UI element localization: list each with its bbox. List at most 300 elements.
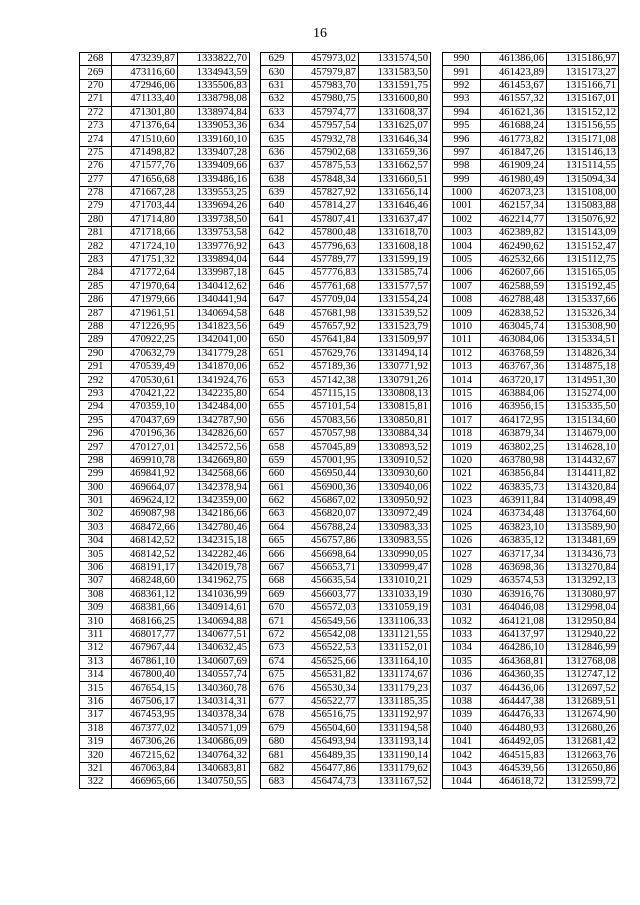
y-coordinate-cell: 1341036,99	[178, 588, 250, 601]
table-row	[443, 173, 619, 186]
coordinate-table-1	[79, 52, 250, 789]
point-number-cell: 655	[261, 401, 293, 414]
table-row	[443, 280, 619, 293]
x-coordinate-cell: 457641,84	[293, 334, 359, 347]
point-number-cell: 665	[261, 535, 293, 548]
point-number-cell: 644	[261, 253, 293, 266]
y-coordinate-cell: 1342186,66	[178, 508, 250, 521]
y-coordinate-cell: 1331179,23	[359, 682, 431, 695]
y-coordinate-cell: 1313436,73	[547, 548, 619, 561]
y-coordinate-cell: 1333822,70	[178, 53, 250, 66]
table-row	[443, 481, 619, 494]
y-coordinate-cell: 1330940,06	[359, 481, 431, 494]
point-number-cell: 277	[80, 173, 112, 186]
x-coordinate-cell: 457101,54	[293, 401, 359, 414]
point-number-cell: 990	[443, 53, 481, 66]
table-row	[443, 762, 619, 775]
y-coordinate-cell: 1330791,26	[359, 374, 431, 387]
y-coordinate-cell: 1331033,19	[359, 588, 431, 601]
point-number-cell: 322	[80, 776, 112, 789]
table-row	[261, 213, 431, 226]
coordinate-table-3	[442, 52, 619, 789]
table-row	[261, 240, 431, 253]
point-number-cell: 1014	[443, 374, 481, 387]
table-row	[261, 360, 431, 373]
point-number-cell: 1023	[443, 494, 481, 507]
y-coordinate-cell: 1313589,90	[547, 521, 619, 534]
y-coordinate-cell: 1342359,00	[178, 494, 250, 507]
y-coordinate-cell: 1340412,62	[178, 280, 250, 293]
y-coordinate-cell: 1340750,55	[178, 776, 250, 789]
table-row	[80, 468, 250, 481]
y-coordinate-cell: 1339694,26	[178, 200, 250, 213]
point-number-cell: 652	[261, 360, 293, 373]
y-coordinate-cell: 1339407,28	[178, 146, 250, 159]
table-row	[80, 401, 250, 414]
y-coordinate-cell: 1331494,14	[359, 347, 431, 360]
y-coordinate-cell: 1312940,22	[547, 628, 619, 641]
y-coordinate-cell: 1315167,01	[547, 93, 619, 106]
x-coordinate-cell: 456477,86	[293, 762, 359, 775]
y-coordinate-cell: 1312846,99	[547, 642, 619, 655]
table-row	[443, 561, 619, 574]
x-coordinate-cell: 461847,26	[481, 146, 547, 159]
x-coordinate-cell: 471376,64	[112, 119, 178, 132]
y-coordinate-cell: 1331625,07	[359, 119, 431, 132]
table-row	[443, 709, 619, 722]
table-row	[80, 508, 250, 521]
table-row	[80, 146, 250, 159]
point-number-cell: 1009	[443, 307, 481, 320]
point-number-cell: 999	[443, 173, 481, 186]
point-number-cell: 1029	[443, 575, 481, 588]
point-number-cell: 299	[80, 468, 112, 481]
point-number-cell: 657	[261, 427, 293, 440]
table-row	[443, 186, 619, 199]
point-number-cell: 637	[261, 160, 293, 173]
table-row	[80, 93, 250, 106]
x-coordinate-cell: 463780,98	[481, 454, 547, 467]
x-coordinate-cell: 457875,53	[293, 160, 359, 173]
x-coordinate-cell: 462389,82	[481, 227, 547, 240]
table-row	[261, 668, 431, 681]
y-coordinate-cell: 1341924,76	[178, 374, 250, 387]
point-number-cell: 286	[80, 294, 112, 307]
x-coordinate-cell: 466965,66	[112, 776, 178, 789]
table-row	[261, 575, 431, 588]
table-row	[80, 320, 250, 333]
x-coordinate-cell: 457045,89	[293, 441, 359, 454]
table-row	[261, 334, 431, 347]
point-number-cell: 653	[261, 374, 293, 387]
y-coordinate-cell: 1315156,55	[547, 119, 619, 132]
y-coordinate-cell: 1341870,06	[178, 360, 250, 373]
x-coordinate-cell: 463767,36	[481, 360, 547, 373]
point-number-cell: 1040	[443, 722, 481, 735]
x-coordinate-cell: 457776,83	[293, 267, 359, 280]
table-row	[443, 253, 619, 266]
y-coordinate-cell: 1315274,00	[547, 387, 619, 400]
y-coordinate-cell: 1330893,52	[359, 441, 431, 454]
point-number-cell: 677	[261, 695, 293, 708]
y-coordinate-cell: 1338974,84	[178, 106, 250, 119]
table-row	[261, 307, 431, 320]
point-number-cell: 274	[80, 133, 112, 146]
table-row	[80, 695, 250, 708]
table-row	[443, 374, 619, 387]
x-coordinate-cell: 468381,66	[112, 602, 178, 615]
point-number-cell: 1034	[443, 642, 481, 655]
y-coordinate-cell: 1315143,09	[547, 227, 619, 240]
table-row	[261, 119, 431, 132]
x-coordinate-cell: 464172,95	[481, 414, 547, 427]
point-number-cell: 1035	[443, 655, 481, 668]
table-row	[80, 119, 250, 132]
y-coordinate-cell: 1341779,28	[178, 347, 250, 360]
x-coordinate-cell: 471961,51	[112, 307, 178, 320]
table-row	[443, 160, 619, 173]
x-coordinate-cell: 462607,66	[481, 267, 547, 280]
table-row	[443, 53, 619, 66]
table-row	[261, 66, 431, 79]
point-number-cell: 640	[261, 200, 293, 213]
point-number-cell: 993	[443, 93, 481, 106]
x-coordinate-cell: 471703,44	[112, 200, 178, 213]
table-row	[80, 682, 250, 695]
table-row	[443, 307, 619, 320]
table-row	[261, 548, 431, 561]
y-coordinate-cell: 1331164,10	[359, 655, 431, 668]
x-coordinate-cell: 456788,24	[293, 521, 359, 534]
table-row	[261, 776, 431, 789]
y-coordinate-cell: 1331600,80	[359, 93, 431, 106]
y-coordinate-cell: 1313481,69	[547, 535, 619, 548]
table-row	[261, 521, 431, 534]
y-coordinate-cell: 1331539,52	[359, 307, 431, 320]
table-row	[80, 240, 250, 253]
x-coordinate-cell: 471510,60	[112, 133, 178, 146]
x-coordinate-cell: 456531,82	[293, 668, 359, 681]
y-coordinate-cell: 1340683,81	[178, 762, 250, 775]
point-number-cell: 1017	[443, 414, 481, 427]
table-row	[80, 307, 250, 320]
table-row	[80, 628, 250, 641]
x-coordinate-cell: 457980,75	[293, 93, 359, 106]
y-coordinate-cell: 1339409,66	[178, 160, 250, 173]
point-number-cell: 682	[261, 762, 293, 775]
point-number-cell: 297	[80, 441, 112, 454]
y-coordinate-cell: 1340441,94	[178, 294, 250, 307]
point-number-cell: 1012	[443, 347, 481, 360]
x-coordinate-cell: 457814,27	[293, 200, 359, 213]
y-coordinate-cell: 1340686,09	[178, 735, 250, 748]
x-coordinate-cell: 462490,62	[481, 240, 547, 253]
x-coordinate-cell: 457957,54	[293, 119, 359, 132]
y-coordinate-cell: 1315166,71	[547, 79, 619, 92]
point-number-cell: 304	[80, 535, 112, 548]
y-coordinate-cell: 1314098,49	[547, 494, 619, 507]
table-row	[261, 173, 431, 186]
table-row	[80, 561, 250, 574]
point-number-cell: 1020	[443, 454, 481, 467]
point-number-cell: 1032	[443, 615, 481, 628]
y-coordinate-cell: 1314679,00	[547, 427, 619, 440]
point-number-cell: 278	[80, 186, 112, 199]
y-coordinate-cell: 1340314,31	[178, 695, 250, 708]
table-row	[443, 655, 619, 668]
y-coordinate-cell: 1331646,46	[359, 200, 431, 213]
y-coordinate-cell: 1330983,33	[359, 521, 431, 534]
point-number-cell: 994	[443, 106, 481, 119]
point-number-cell: 312	[80, 642, 112, 655]
point-number-cell: 673	[261, 642, 293, 655]
x-coordinate-cell: 457761,68	[293, 280, 359, 293]
table-row	[261, 106, 431, 119]
point-number-cell: 1031	[443, 602, 481, 615]
y-coordinate-cell: 1339738,50	[178, 213, 250, 226]
point-number-cell: 647	[261, 294, 293, 307]
y-coordinate-cell: 1340378,34	[178, 709, 250, 722]
y-coordinate-cell: 1312689,51	[547, 695, 619, 708]
x-coordinate-cell: 457189,36	[293, 360, 359, 373]
table-row	[261, 615, 431, 628]
y-coordinate-cell: 1331599,19	[359, 253, 431, 266]
table-row	[261, 602, 431, 615]
x-coordinate-cell: 471979,66	[112, 294, 178, 307]
table-row	[443, 66, 619, 79]
point-number-cell: 996	[443, 133, 481, 146]
table-row	[80, 347, 250, 360]
y-coordinate-cell: 1331554,24	[359, 294, 431, 307]
table-row	[261, 441, 431, 454]
y-coordinate-cell: 1312998,04	[547, 602, 619, 615]
point-number-cell: 1013	[443, 360, 481, 373]
table-row	[80, 588, 250, 601]
table-row	[80, 548, 250, 561]
y-coordinate-cell: 1313764,60	[547, 508, 619, 521]
y-coordinate-cell: 1331585,74	[359, 267, 431, 280]
point-number-cell: 1000	[443, 186, 481, 199]
y-coordinate-cell: 1313270,84	[547, 561, 619, 574]
point-number-cell: 1042	[443, 749, 481, 762]
table-row	[80, 294, 250, 307]
y-coordinate-cell: 1315112,75	[547, 253, 619, 266]
y-coordinate-cell: 1330808,13	[359, 387, 431, 400]
point-number-cell: 1021	[443, 468, 481, 481]
y-coordinate-cell: 1330850,81	[359, 414, 431, 427]
point-number-cell: 268	[80, 53, 112, 66]
table-row	[443, 776, 619, 789]
point-number-cell: 292	[80, 374, 112, 387]
table-row	[261, 267, 431, 280]
y-coordinate-cell: 1315335,50	[547, 401, 619, 414]
table-row	[443, 213, 619, 226]
point-number-cell: 651	[261, 347, 293, 360]
point-number-cell: 270	[80, 79, 112, 92]
x-coordinate-cell: 464492,05	[481, 735, 547, 748]
x-coordinate-cell: 464436,06	[481, 682, 547, 695]
y-coordinate-cell: 1331010,21	[359, 575, 431, 588]
table-row	[443, 588, 619, 601]
x-coordinate-cell: 467215,62	[112, 749, 178, 762]
x-coordinate-cell: 469910,78	[112, 454, 178, 467]
point-number-cell: 997	[443, 146, 481, 159]
table-row	[261, 374, 431, 387]
x-coordinate-cell: 467506,17	[112, 695, 178, 708]
table-row	[261, 749, 431, 762]
table-row	[443, 494, 619, 507]
y-coordinate-cell: 1330771,92	[359, 360, 431, 373]
x-coordinate-cell: 471498,82	[112, 146, 178, 159]
table-row	[261, 508, 431, 521]
point-number-cell: 1038	[443, 695, 481, 708]
x-coordinate-cell: 463911,84	[481, 494, 547, 507]
point-number-cell: 293	[80, 387, 112, 400]
y-coordinate-cell: 1331106,33	[359, 615, 431, 628]
y-coordinate-cell: 1340607,69	[178, 655, 250, 668]
x-coordinate-cell: 456653,71	[293, 561, 359, 574]
x-coordinate-cell: 456820,07	[293, 508, 359, 521]
y-coordinate-cell: 1331167,52	[359, 776, 431, 789]
x-coordinate-cell: 463717,34	[481, 548, 547, 561]
table-row	[443, 468, 619, 481]
x-coordinate-cell: 461909,24	[481, 160, 547, 173]
point-number-cell: 317	[80, 709, 112, 722]
point-number-cell: 319	[80, 735, 112, 748]
x-coordinate-cell: 461621,36	[481, 106, 547, 119]
x-coordinate-cell: 470530,61	[112, 374, 178, 387]
point-number-cell: 320	[80, 749, 112, 762]
x-coordinate-cell: 468017,77	[112, 628, 178, 641]
table-row	[443, 106, 619, 119]
point-number-cell: 284	[80, 267, 112, 280]
y-coordinate-cell: 1342780,46	[178, 521, 250, 534]
point-number-cell: 276	[80, 160, 112, 173]
x-coordinate-cell: 471714,80	[112, 213, 178, 226]
point-number-cell: 1004	[443, 240, 481, 253]
table-row	[443, 401, 619, 414]
point-number-cell: 290	[80, 347, 112, 360]
x-coordinate-cell: 464539,56	[481, 762, 547, 775]
y-coordinate-cell: 1315108,00	[547, 186, 619, 199]
point-number-cell: 285	[80, 280, 112, 293]
x-coordinate-cell: 464480,93	[481, 722, 547, 735]
table-row	[443, 93, 619, 106]
y-coordinate-cell: 1330972,49	[359, 508, 431, 521]
table-row	[80, 575, 250, 588]
x-coordinate-cell: 468472,66	[112, 521, 178, 534]
table-row	[80, 213, 250, 226]
y-coordinate-cell: 1315094,34	[547, 173, 619, 186]
point-number-cell: 675	[261, 668, 293, 681]
x-coordinate-cell: 457115,15	[293, 387, 359, 400]
table-row	[443, 642, 619, 655]
y-coordinate-cell: 1342235,80	[178, 387, 250, 400]
y-coordinate-cell: 1331646,34	[359, 133, 431, 146]
x-coordinate-cell: 463856,84	[481, 468, 547, 481]
y-coordinate-cell: 1342019,78	[178, 561, 250, 574]
point-number-cell: 631	[261, 79, 293, 92]
y-coordinate-cell: 1340694,88	[178, 615, 250, 628]
x-coordinate-cell: 470359,10	[112, 401, 178, 414]
y-coordinate-cell: 1315192,45	[547, 280, 619, 293]
x-coordinate-cell: 464618,72	[481, 776, 547, 789]
point-number-cell: 630	[261, 66, 293, 79]
point-number-cell: 1006	[443, 267, 481, 280]
y-coordinate-cell: 1315146,13	[547, 146, 619, 159]
y-coordinate-cell: 1312768,08	[547, 655, 619, 668]
point-number-cell: 1027	[443, 548, 481, 561]
y-coordinate-cell: 1315114,55	[547, 160, 619, 173]
x-coordinate-cell: 461557,32	[481, 93, 547, 106]
y-coordinate-cell: 1315076,92	[547, 213, 619, 226]
x-coordinate-cell: 468361,12	[112, 588, 178, 601]
point-number-cell: 311	[80, 628, 112, 641]
x-coordinate-cell: 469624,12	[112, 494, 178, 507]
point-number-cell: 306	[80, 561, 112, 574]
table-row	[80, 374, 250, 387]
point-number-cell: 1028	[443, 561, 481, 574]
point-number-cell: 663	[261, 508, 293, 521]
table-row	[443, 682, 619, 695]
table-row	[443, 414, 619, 427]
table-row	[261, 722, 431, 735]
y-coordinate-cell: 1342282,46	[178, 548, 250, 561]
x-coordinate-cell: 463720,17	[481, 374, 547, 387]
x-coordinate-cell: 457973,02	[293, 53, 359, 66]
table-row	[443, 267, 619, 280]
table-row	[80, 521, 250, 534]
table-row	[261, 494, 431, 507]
y-coordinate-cell: 1331179,62	[359, 762, 431, 775]
table-row	[443, 548, 619, 561]
point-number-cell: 664	[261, 521, 293, 534]
x-coordinate-cell: 463956,15	[481, 401, 547, 414]
y-coordinate-cell: 1314432,67	[547, 454, 619, 467]
x-coordinate-cell: 461980,49	[481, 173, 547, 186]
y-coordinate-cell: 1331637,47	[359, 213, 431, 226]
y-coordinate-cell: 1339160,10	[178, 133, 250, 146]
table-row	[80, 762, 250, 775]
y-coordinate-cell: 1315186,97	[547, 53, 619, 66]
x-coordinate-cell: 457902,68	[293, 146, 359, 159]
table-row	[443, 294, 619, 307]
point-number-cell: 1025	[443, 521, 481, 534]
y-coordinate-cell: 1339486,16	[178, 173, 250, 186]
x-coordinate-cell: 463045,74	[481, 320, 547, 333]
table-row	[261, 427, 431, 440]
y-coordinate-cell: 1341823,56	[178, 320, 250, 333]
x-coordinate-cell: 456489,35	[293, 749, 359, 762]
x-coordinate-cell: 456516,75	[293, 709, 359, 722]
y-coordinate-cell: 1342826,60	[178, 427, 250, 440]
point-number-cell: 681	[261, 749, 293, 762]
table-row	[261, 253, 431, 266]
x-coordinate-cell: 469087,98	[112, 508, 178, 521]
point-number-cell: 275	[80, 146, 112, 159]
table-row	[443, 508, 619, 521]
point-number-cell: 662	[261, 494, 293, 507]
y-coordinate-cell: 1330950,92	[359, 494, 431, 507]
table-row	[443, 146, 619, 159]
table-row	[80, 655, 250, 668]
point-number-cell: 998	[443, 160, 481, 173]
point-number-cell: 992	[443, 79, 481, 92]
x-coordinate-cell: 463879,34	[481, 427, 547, 440]
y-coordinate-cell: 1315171,08	[547, 133, 619, 146]
x-coordinate-cell: 464137,97	[481, 628, 547, 641]
y-coordinate-cell: 1340694,58	[178, 307, 250, 320]
